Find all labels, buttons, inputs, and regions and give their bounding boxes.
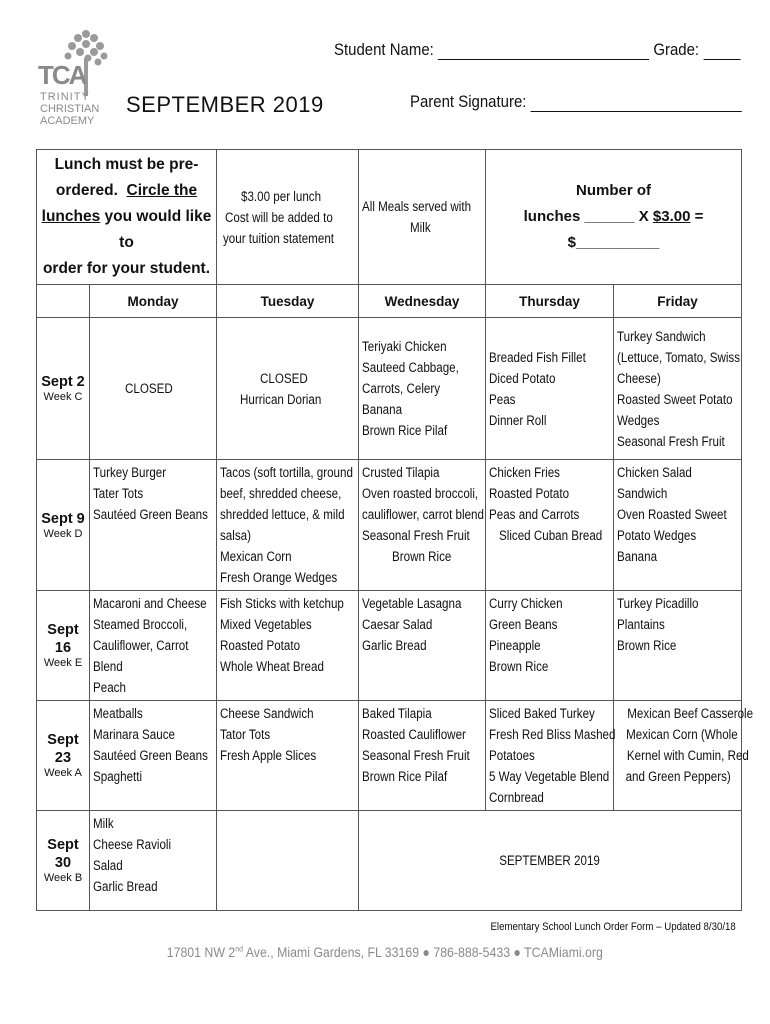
order-line-2: ordered. [55, 182, 118, 199]
meal-item: Blend [93, 659, 123, 674]
meal-item: Chicken Salad [617, 465, 692, 480]
order-line-1: Lunch must be pre- [54, 156, 199, 173]
meal-item: CLOSED [259, 370, 308, 386]
meal-item: Cornbread [489, 790, 544, 805]
order-line-4: lunches [41, 208, 101, 225]
student-name-label: Student Name: [334, 40, 434, 59]
meal-item: Peas and Carrots [489, 507, 580, 522]
logo-mark: TCA [38, 60, 86, 90]
meal-item: Garlic Bread [93, 879, 158, 894]
parent-signature-label: Parent Signature: [410, 92, 527, 111]
meal-item: Sliced Baked Turkey [489, 706, 595, 721]
meal-item: shredded lettuce, & mild [220, 507, 345, 522]
meal-item: Dinner Roll [489, 412, 547, 428]
meal-item: Seasonal Fresh Fruit [617, 433, 725, 449]
date-cell [37, 811, 90, 911]
big-month-text: SEPTEMBER 2019 [499, 853, 601, 868]
meal-item: Fish Sticks with ketchup [220, 596, 344, 611]
meal-cell-tuesday[interactable] [217, 591, 359, 701]
meal-cell-tuesday[interactable] [217, 460, 359, 591]
date-cell [37, 460, 90, 591]
meal-item: Macaroni and Cheese [93, 596, 207, 611]
order-line-6: order for your student. [42, 260, 211, 277]
week-row-sept-23 [37, 701, 742, 811]
date-cell [37, 701, 90, 811]
meal-item: and Green Peppers) [625, 769, 731, 784]
month-heading: SEPTEMBER 2019 [126, 92, 324, 117]
number-price: $3.00 [652, 208, 691, 225]
grade-field[interactable] [703, 43, 740, 60]
number-line-1: Number of [576, 182, 651, 199]
meal-item: Roasted Sweet Potato [617, 391, 733, 407]
meal-item: Oven roasted broccoli, [362, 486, 479, 501]
meal-item: Seasonal Fresh Fruit [362, 528, 470, 543]
week-row-sept-2 [37, 318, 742, 460]
meal-cell-thursday[interactable] [486, 460, 614, 591]
meal-item: Turkey Burger [93, 465, 167, 480]
meal-item: Fresh Red Bliss Mashed [489, 727, 616, 742]
date-label: Sept 23 [47, 732, 79, 766]
meal-item: Diced Potato [489, 370, 556, 386]
meal-item: Plantains [617, 617, 665, 632]
meal-cell-monday[interactable] [90, 318, 217, 460]
meal-cell-friday[interactable] [614, 460, 742, 591]
meal-cell-tuesday [217, 811, 359, 911]
meal-cell-monday[interactable] [90, 701, 217, 811]
student-name-field[interactable] [438, 43, 649, 60]
meal-item: Carrots, Celery [362, 381, 441, 396]
meal-item: Roasted Potato [220, 638, 301, 653]
number-of-lunches [486, 150, 742, 285]
order-line-3: Circle the [126, 182, 198, 199]
meal-item: Pineapple [489, 638, 541, 653]
week-row-sept-30 [37, 811, 742, 911]
meal-item: Salad [93, 858, 123, 873]
meal-item: Green Beans [489, 617, 558, 632]
milk-info [359, 150, 486, 285]
meal-item: Garlic Bread [362, 638, 427, 653]
meal-item: Wedges [617, 412, 660, 428]
meal-item: Vegetable Lasagna [362, 596, 462, 611]
meal-item: cauliflower, carrot blend [362, 507, 484, 522]
number-line-2[interactable]: lunches ______ X [523, 208, 649, 225]
price-line-2: Cost will be added to [224, 209, 333, 225]
meal-cell-thursday[interactable] [486, 318, 614, 460]
meal-item: Cheese) [617, 370, 661, 386]
meal-cell-monday[interactable] [90, 591, 217, 701]
meal-item: Brown Rice [392, 549, 452, 564]
meal-cell-friday[interactable] [614, 701, 754, 811]
updated-note: Elementary School Lunch Order Form – Updated 8/30/18 [490, 921, 736, 933]
milk-line-2: Milk [410, 220, 431, 235]
meal-cell-tuesday[interactable] [217, 318, 359, 460]
meal-item: Brown Rice Pilaf [362, 423, 448, 438]
week-label: Week D [43, 527, 83, 540]
meal-cell-tuesday[interactable] [217, 701, 359, 811]
meal-item: Curry Chicken [489, 596, 563, 611]
footer-address [0, 944, 770, 960]
meal-item: CLOSED [125, 381, 173, 396]
parent-signature-line [410, 92, 742, 112]
meal-item: Peas [489, 391, 516, 407]
meal-item: Seasonal Fresh Fruit [362, 748, 470, 763]
meal-item: Cheese Sandwich [220, 706, 314, 721]
meal-item: Hurrican Dorian [240, 391, 322, 407]
meal-item: Spaghetti [93, 769, 143, 784]
date-label: Sept 9 [41, 510, 85, 527]
student-name-line [334, 40, 740, 60]
week-label: Week E [43, 657, 83, 669]
meal-item: Brown Rice [617, 638, 677, 653]
meal-item: Mixed Vegetables [220, 617, 312, 632]
tca-logo [36, 24, 122, 140]
meal-item: Banana [362, 402, 403, 417]
meal-item: Milk [93, 816, 114, 831]
meal-item: Brown Rice Pilaf [362, 769, 448, 784]
meal-item: Sautéed Green Beans [93, 748, 208, 763]
meal-item: Oven Roasted Sweet [617, 507, 727, 522]
meal-item: Fresh Orange Wedges [220, 570, 338, 585]
meal-cell-thursday[interactable] [486, 701, 614, 811]
meal-item: Tater Tots [93, 486, 144, 501]
week-row-sept-9 [37, 460, 742, 591]
footer-address-end: Ave., Miami Gardens, FL 33169 ● 786-888-5433 ● TCAMiami.org [243, 944, 604, 960]
meal-item: Cauliflower, Carrot [93, 638, 189, 653]
meal-item: Caesar Salad [362, 617, 433, 632]
meal-cell-wednesday[interactable] [359, 460, 486, 591]
meal-item: Brown Rice [489, 659, 549, 674]
meal-item: Turkey Sandwich [617, 328, 706, 344]
week-label: Week B [43, 872, 83, 884]
order-instructions [37, 150, 217, 285]
meal-item: Tator Tots [220, 727, 271, 742]
meal-cell-friday[interactable] [614, 591, 742, 701]
day-wednesday: Wednesday [359, 285, 486, 318]
week-row-sept-16 [37, 591, 742, 701]
logo-line-2: CHRISTIAN [40, 103, 100, 115]
number-equals: = [694, 208, 704, 225]
meal-item: Chicken Fries [489, 465, 560, 480]
meal-item: (Lettuce, Tomato, Swiss [617, 349, 741, 365]
day-monday: Monday [90, 285, 217, 318]
meal-item: Breaded Fish Fillet [489, 349, 586, 365]
info-row [37, 150, 742, 285]
meal-item: Roasted Potato [489, 486, 570, 501]
big-month-label [359, 811, 742, 911]
logo-line-3: ACADEMY [40, 115, 95, 127]
meal-item: Whole Wheat Bread [220, 659, 324, 674]
meal-item: Tacos (soft tortilla, ground [220, 465, 353, 480]
meal-cell-monday[interactable] [90, 460, 217, 591]
meal-item: Teriyaki Chicken [362, 339, 447, 354]
meal-item: Crusted Tilapia [362, 465, 440, 480]
date-label: Sept 2 [41, 374, 85, 390]
day-header-blank [37, 285, 90, 318]
meal-item: Mexican Corn (Whole [626, 727, 738, 742]
week-label: Week C [43, 391, 83, 403]
meal-item: beef, shredded cheese, [220, 486, 342, 501]
meal-item: Steamed Broccoli, [93, 617, 188, 632]
number-total[interactable]: $__________ [567, 234, 660, 251]
parent-signature-field[interactable] [531, 95, 742, 112]
day-thursday: Thursday [486, 285, 614, 318]
price-info [217, 150, 359, 285]
meal-cell-wednesday[interactable] [359, 318, 486, 460]
day-header-row [37, 285, 742, 318]
date-label: Sept 16 [47, 622, 79, 656]
meal-cell-friday[interactable] [614, 318, 742, 460]
lunch-menu-table [36, 149, 754, 911]
meal-item: Kernel with Cumin, Red [626, 748, 749, 763]
price-line-3: your tuition statement [222, 230, 334, 246]
meal-item: Meatballs [93, 706, 143, 721]
meal-cell-monday[interactable] [90, 811, 217, 911]
meal-cell-wednesday[interactable] [359, 591, 486, 701]
meal-item: salsa) [220, 528, 251, 543]
meal-item: Mexican Corn [220, 549, 292, 564]
meal-item: Marinara Sauce [93, 727, 175, 742]
meal-cell-wednesday[interactable] [359, 701, 486, 811]
date-label: Sept 30 [47, 837, 79, 871]
day-tuesday: Tuesday [217, 285, 359, 318]
meal-item: Fresh Apple Slices [220, 748, 317, 763]
price-line-1: $3.00 per lunch [240, 188, 322, 204]
meal-item: Roasted Cauliflower [362, 727, 466, 742]
meal-item: Sliced Cuban Bread [499, 528, 603, 543]
meal-item: Cheese Ravioli [93, 837, 172, 852]
meal-item: Peach [93, 680, 126, 695]
footer-ordinal: nd [235, 944, 244, 954]
meal-item: Mexican Beef Casserole [627, 706, 754, 721]
date-cell [37, 591, 90, 701]
footer-address-start: 17801 NW 2 [166, 944, 236, 960]
meal-item: Baked Tilapia [362, 706, 432, 721]
meal-item: Sautéed Green Beans [93, 507, 208, 522]
meal-item: Potatoes [489, 748, 535, 763]
milk-line-1: All Meals served with [362, 199, 472, 214]
grade-label: Grade: [653, 40, 700, 59]
meal-cell-thursday[interactable] [486, 591, 614, 701]
week-label: Week A [44, 767, 82, 779]
logo-line-1: TRINITY [40, 91, 90, 103]
date-cell [37, 318, 90, 460]
meal-item: Potato Wedges [617, 528, 697, 543]
meal-item: Sauteed Cabbage, [362, 360, 459, 375]
meal-item: 5 Way Vegetable Blend [489, 769, 610, 784]
meal-item: Banana [617, 549, 658, 564]
meal-item: Turkey Picadillo [617, 596, 699, 611]
meal-item: Sandwich [617, 486, 668, 501]
day-friday: Friday [614, 285, 742, 318]
order-line-5: you would like to [104, 208, 212, 251]
